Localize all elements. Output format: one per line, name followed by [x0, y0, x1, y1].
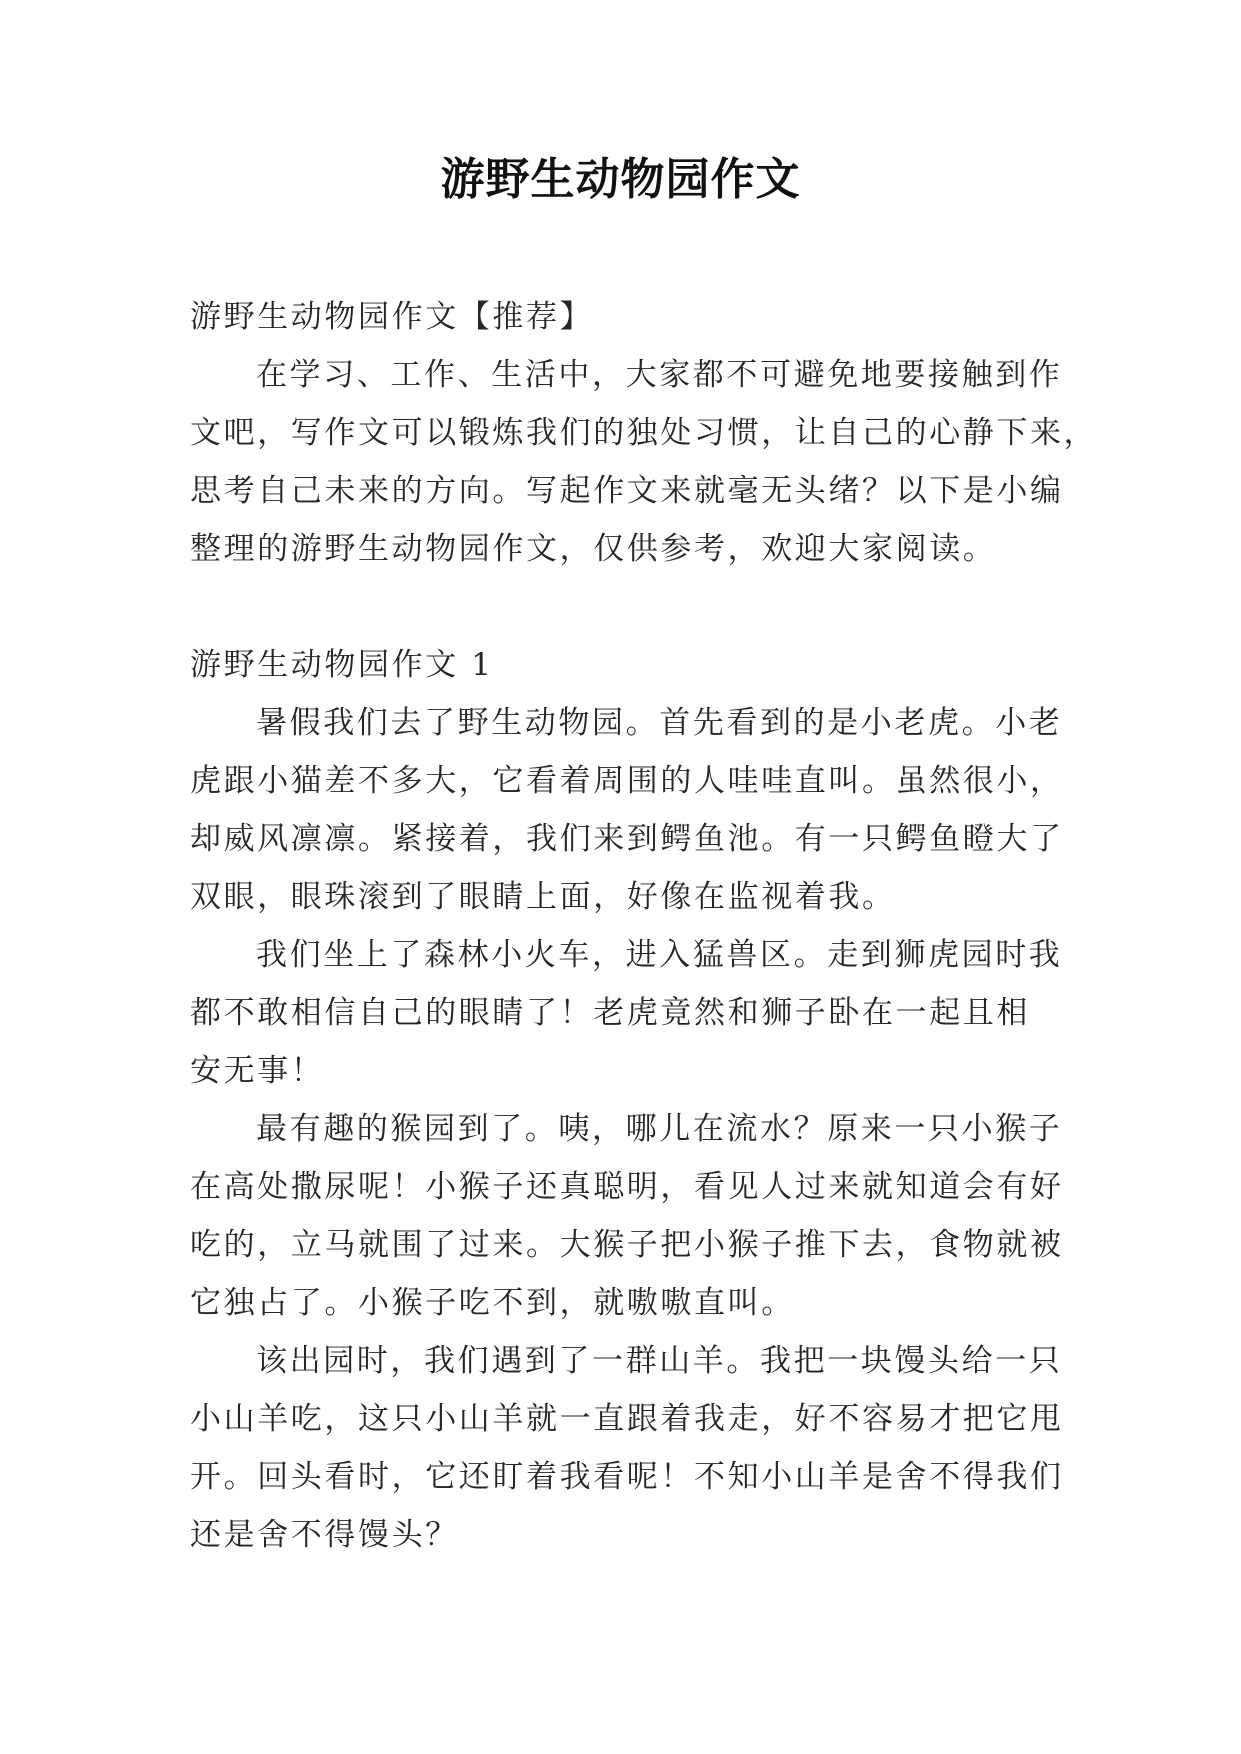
section-title: 游野生动物园作文 1 — [190, 647, 494, 683]
section-gap — [190, 578, 1060, 636]
paragraph-line: 吃的，立马就围了过来。大猴子把小猴子推下去，食物就被 — [190, 1227, 1064, 1263]
document-subtitle: 游野生动物园作文【推荐】 — [190, 299, 594, 335]
paragraph-line: 双眼，眼珠滚到了眼睛上面，好像在监视着我。 — [190, 879, 896, 915]
paragraph-line: 在学习、工作、生活中，大家都不可避免地要接触到作 — [256, 357, 1063, 393]
paragraph-line: 安无事！ — [190, 1053, 325, 1089]
paragraph-line: 该出园时，我们遇到了一群山羊。我把一块馒头给一只 — [256, 1343, 1063, 1379]
paragraph-line: 整理的游野生动物园作文，仅供参考，欢迎大家阅读。 — [190, 531, 997, 567]
document-title: 游野生动物园作文 — [440, 154, 801, 205]
body-paragraph — [190, 926, 1063, 1100]
document-body — [190, 288, 1098, 1564]
paragraph-line: 最有趣的猴园到了。咦，哪儿在流水？原来一只小猴子 — [256, 1111, 1063, 1147]
paragraph-line: 还是舍不得馒头？ — [190, 1517, 459, 1553]
paragraph-line: 在高处撒尿呢！小猴子还真聪明，看见人过来就知道会有好 — [190, 1169, 1064, 1205]
paragraph-line: 开。回头看时，它还盯着我看呢！不知小山羊是舍不得我们 — [190, 1459, 1064, 1495]
paragraph-line: 暑假我们去了野生动物园。首先看到的是小老虎。小老 — [256, 705, 1063, 741]
body-paragraph — [190, 694, 1064, 926]
paragraph-line: 思考自己未来的方向。写起作文来就毫无头绪？以下是小编 — [190, 473, 1064, 509]
body-paragraph — [190, 1332, 1064, 1564]
paragraph-line: 我们坐上了森林小火车，进入猛兽区。走到狮虎园时我 — [256, 937, 1063, 973]
intro-paragraph — [190, 346, 1098, 578]
paragraph-line: 它独占了。小猴子吃不到，就嗷嗷直叫。 — [190, 1285, 795, 1321]
body-paragraph — [190, 1100, 1064, 1332]
paragraph-line: 都不敢相信自己的眼睛了！老虎竟然和狮子卧在一起且相 — [190, 995, 1030, 1031]
paragraph-line: 却威风凛凛。紧接着，我们来到鳄鱼池。有一只鳄鱼瞪大了 — [190, 821, 1064, 857]
paragraph-line: 文吧，写作文可以锻炼我们的独处习惯，让自己的心静下来， — [190, 415, 1098, 451]
paragraph-line: 小山羊吃，这只小山羊就一直跟着我走，好不容易才把它甩 — [190, 1401, 1064, 1437]
paragraph-line: 虎跟小猫差不多大，它看着周围的人哇哇直叫。虽然很小， — [190, 763, 1064, 799]
